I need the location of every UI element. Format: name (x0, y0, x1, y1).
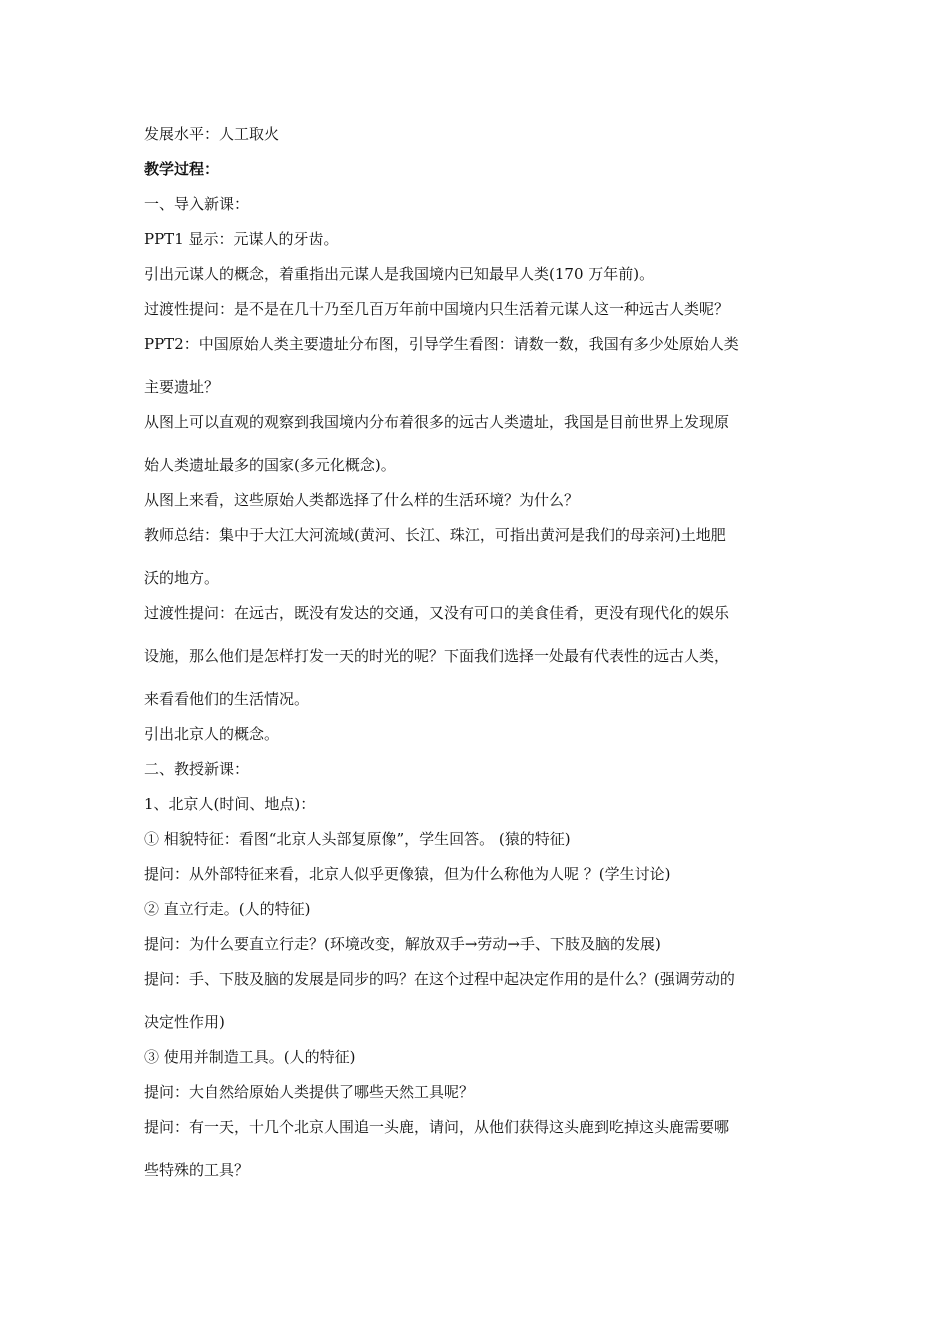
text-line: 提问：为什么要直立行走？(环境改变，解放双手→劳动→手、下肢及脑的发展) (144, 935, 661, 953)
text-line: 发展水平：人工取火 (144, 125, 280, 143)
section-heading: 二、教授新课： (144, 760, 250, 778)
section-heading: 教学过程： (144, 160, 220, 178)
text-line: 决定性作用) (144, 1013, 225, 1031)
section-heading: 一、导入新课： (144, 195, 250, 213)
text-line: 始人类遗址最多的国家(多元化概念)。 (144, 456, 396, 474)
text-line: ③ 使用并制造工具。(人的特征) (144, 1048, 356, 1066)
text-line: 提问：有一天，十几个北京人围追一头鹿，请问，从他们获得这头鹿到吃掉这头鹿需要哪 (144, 1118, 730, 1136)
text-line: 沃的地方。 (144, 569, 220, 587)
text-line: 引出元谋人的概念，着重指出元谋人是我国境内已知最早人类(170 万年前)。 (144, 265, 655, 283)
text-line: 提问：从外部特征来看，北京人似乎更像猿，但为什么称他为人呢 ？(学生讨论) (144, 865, 671, 883)
text-line: 从图上来看，这些原始人类都选择了什么样的生活环境？为什么？ (144, 491, 580, 509)
text-line: 过渡性提问：是不是在几十乃至几百万年前中国境内只生活着元谋人这一种远古人类呢？ (144, 300, 730, 318)
text-line: 来看看他们的生活情况。 (144, 690, 310, 708)
text-line: 教师总结：集中于大江大河流域(黄河、长江、珠江，可指出黄河是我们的母亲河)土地肥 (144, 526, 726, 544)
text-line: 主要遗址？ (144, 378, 220, 396)
text-line: 从图上可以直观的观察到我国境内分布着很多的远古人类遗址，我国是目前世界上发现原 (144, 413, 730, 431)
text-line: 设施，那么他们是怎样打发一天的时光的呢？下面我们选择一处最有代表性的远古人类， (144, 647, 730, 665)
text-line: 过渡性提问：在远古，既没有发达的交通，又没有可口的美食佳肴，更没有现代化的娱乐 (144, 604, 730, 622)
text-line: 1、北京人(时间、地点)： (144, 795, 316, 813)
text-line: 提问：大自然给原始人类提供了哪些天然工具呢？ (144, 1083, 475, 1101)
text-line: PPT2：中国原始人类主要遗址分布图，引导学生看图：请数一数，我国有多少处原始人类 (144, 335, 739, 353)
text-line: PPT1 显示：元谋人的牙齿。 (144, 230, 339, 248)
text-line: 引出北京人的概念。 (144, 725, 280, 743)
text-line: 些特殊的工具？ (144, 1161, 250, 1179)
document-body (144, 124, 814, 1181)
text-line: 提问：手、下肢及脑的发展是同步的吗？在这个过程中起决定作用的是什么？(强调劳动的 (144, 970, 735, 988)
text-line: ① 相貌特征：看图“北京人头部复原像”，学生回答。 (猿的特征) (144, 830, 571, 848)
text-line: ② 直立行走。(人的特征) (144, 900, 311, 918)
